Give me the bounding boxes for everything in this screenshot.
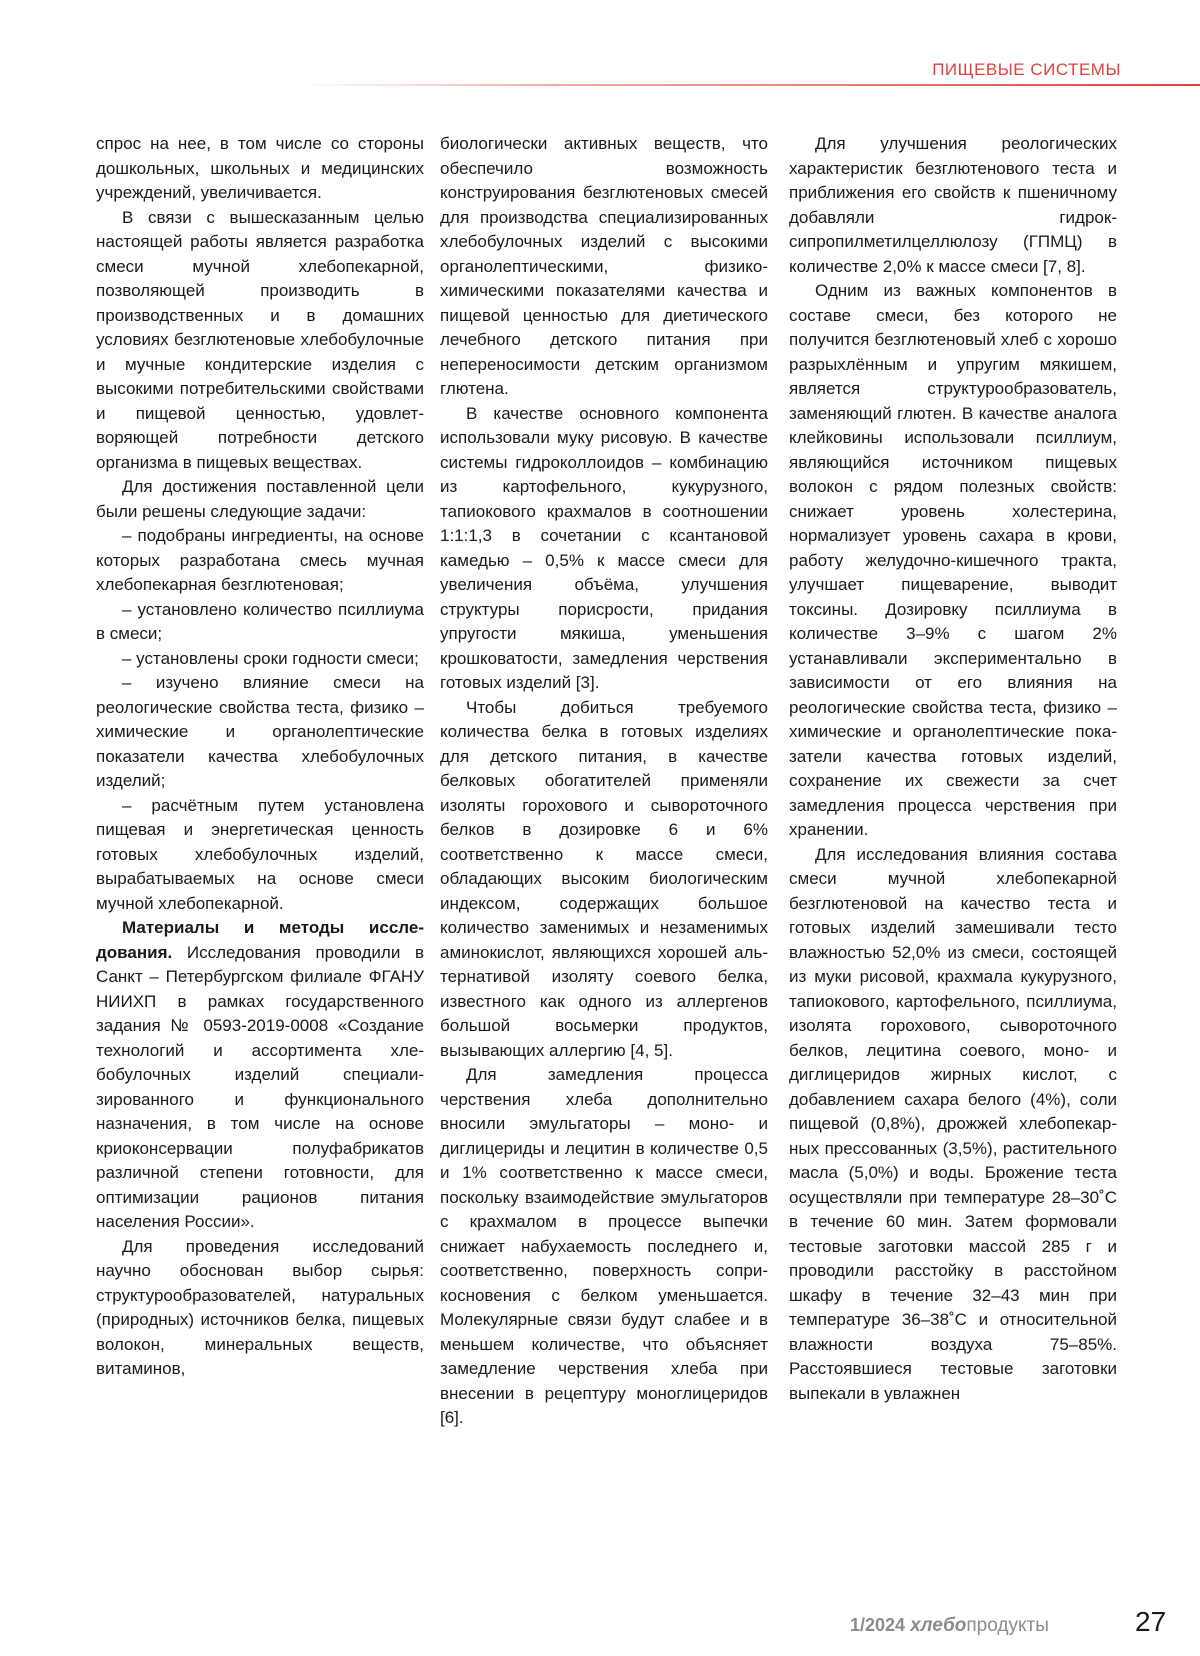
text-column-2 bbox=[440, 132, 768, 1431]
paragraph: Одним из важных компонентов в составе смеси, без которого не получится безглютеновый хлеб с хорошо разрыхлённым и упругим мякишем, является структурообразователь, заменяющий глютен. В качестве аналога клейковины использовали псиллиум, являющийся источником пищевых волокон с рядом полезных свойств: снижает уровень холестерина, нормализует уровень сахара в крови, работу желудочно-кишечного тракта, улучшает пищеварение, выводит токсины. Дозировку псиллиума в количестве 3–9% с шагом 2% устанавливали экспериментально в зависимости от его влияния на реологические свойства теста, физико – химические и органолептические показатели качества готовых изделий, сохранение их свежести за счет замедления процесса черствения при хранении. bbox=[789, 281, 1117, 839]
paragraph: спрос на нее, в том числе со стороны дошкольных, школьных и медицинских учреждений, увеличивается. bbox=[96, 134, 424, 202]
text-column-3 bbox=[789, 132, 1117, 1406]
paragraph: Для исследования влияния состава смеси мучной хлебопекарной безглютеновой на качество теста и готовых изделий замешивали тесто влажностью 52,0% из смеси, состоящей из муки рисовой, крахмала кукурузного, тапиокового, картофельного, псиллиума, изолята горохового, сывороточного белков, лецитина соевого, моно- и диглицеридов жирных кислот, с добавлением сахара белого (4%), соли пищевой (0,8%), дрожжей хлебопекарных прессованных (3,5%), растительного масла (5,0%) и воды. Брожение теста осуществляли при температуре 28–30˚С в течение 60 мин. Затем формовали тестовые заготовки массой 285 г и проводили расстойку в расстойном шкафу в течение 32–43 мин при температуре 36–38˚С и относительной влажности воздуха 75–85%. Расстоявшиеся тестовые заготовки выпекали в увлажнен bbox=[789, 844, 1117, 1403]
methods-text: Исследования проводили в Санкт – Петербургском филиале ФГАНУ НИИХП в рамках государственного задания № 0593-2019-0008 «Создание технологий и ассортимента хлебобулочных изделий специализированного и функционального назначения, в том числе на основе криоконсервации полуфабрикатов различной степени готовности, для оптимизации рационов питания населения России». bbox=[96, 942, 424, 1231]
section-heading-methods: Материалы и методы исследования. bbox=[96, 918, 424, 962]
text-column-1 bbox=[96, 132, 424, 1382]
issue-number: 1/2024 bbox=[850, 1615, 911, 1635]
list-item: – установлено количество псиллиума в смеси; bbox=[96, 599, 424, 643]
header-rule bbox=[300, 84, 1200, 86]
section-title: ПИЩЕВЫЕ СИСТЕМЫ bbox=[932, 60, 1121, 79]
list-item: – расчётным путем установлена пищевая и энергетическая ценность готовых хлебобулочных изделий, вырабатываемых на основе смеси мучной хлебопекарной. bbox=[96, 795, 424, 913]
page-footer bbox=[850, 1606, 1180, 1637]
paragraph: Для улучшения реологических характеристик безглютенового теста и приближения его свойств к пшеничному добавляли гидроксипропилметилцеллюлозу (ГПМЦ) в количестве 2,0% к массе смеси [7, 8]. bbox=[789, 134, 1117, 276]
list-item: – установлены сроки годности смеси; bbox=[122, 648, 419, 668]
paragraph: Для проведения исследований научно обоснован выбор сырья: структурообразователей, натуральных (природных) источников белка, пищевых волокон, минеральных веществ, витаминов, bbox=[96, 1236, 424, 1378]
page-number: 27 bbox=[1135, 1606, 1167, 1637]
magazine-title-light: продукты bbox=[966, 1615, 1049, 1636]
paragraph: Чтобы добиться требуемого количества белка в готовых изделиях для детского питания, в качестве белковых обогатителей применяли изоляты горохового и сывороточного белков в дозировке 6 и 6% соответственно к массе смеси, обладающих высоким биологическим индексом, содержащих большое количество заменимых и незаменимых аминокислот, являющихся хорошей альтернативой изоляту соевого белка, известного как одного из аллергенов большой восьмерки продуктов, вызывающих аллергию [4, 5]. bbox=[440, 697, 768, 1060]
paragraph: биологически активных веществ, что обеспечило возможность конструирования безглютеновых смесей для производства специализированных хлебобулочных изделий с высокими органолептическими, физико-химическими показателями качества и пищевой ценностью для диетического лечебного детского питания при непереносимости детским организмом глютена. bbox=[440, 134, 768, 398]
paragraph: Для достижения поставленной цели были решены следующие задачи: bbox=[96, 477, 424, 521]
paragraph-methods bbox=[96, 916, 424, 1235]
magazine-title-bold: хлебо bbox=[910, 1615, 967, 1636]
list-item: – подобраны ингредиенты, на основе которых разработана смесь мучная хлебопекарная безглютеновая; bbox=[96, 526, 424, 594]
paragraph: В связи с вышесказанным целью настоящей работы является разработка смеси мучной хлебопекарной, позволяющей производить в производственных и в домашних условиях безглютеновые хлебобулочные и мучные кондитерские изделия с высокими потребительскими свойствами и пищевой ценностью, удовлетворяющей потребности детского организма в пищевых веществах. bbox=[96, 207, 424, 472]
paragraph: В качестве основного компонента использовали муку рисовую. В качестве системы гидроколлоидов – комбинацию из картофельного, кукурузного, тапиокового крахмалов в соотношении 1:1:1,3 в сочетании с ксантановой камедью – 0,5% к массе смеси для увеличения объёма, улучшения структуры порисрости, придания упругости мякиша, уменьшения крошковатости, замедления черствения готовых изделий [3]. bbox=[440, 403, 768, 692]
paragraph: Для замедления процесса черствения хлеба дополнительно вносили эмульгаторы – моно- и диглицериды и лецитин в количестве 0,5 и 1% соответственно к массе смеси, поскольку взаимодействие эмульгаторов с крахмалом в процессе выпечки снижает набухаемость последнего и, соответственно, поверхность соприкосновения с белком уменьшается. Молекулярные связи будут слабее и в меньшем количестве, что объясняет замедление черствения хлеба при внесении в рецептуру моноглицеридов [6]. bbox=[440, 1065, 768, 1427]
list-item: – изучено влияние смеси на реологические свойства теста, физико – химические и органолептические показатели качества хлебобулочных изделий; bbox=[96, 673, 424, 790]
